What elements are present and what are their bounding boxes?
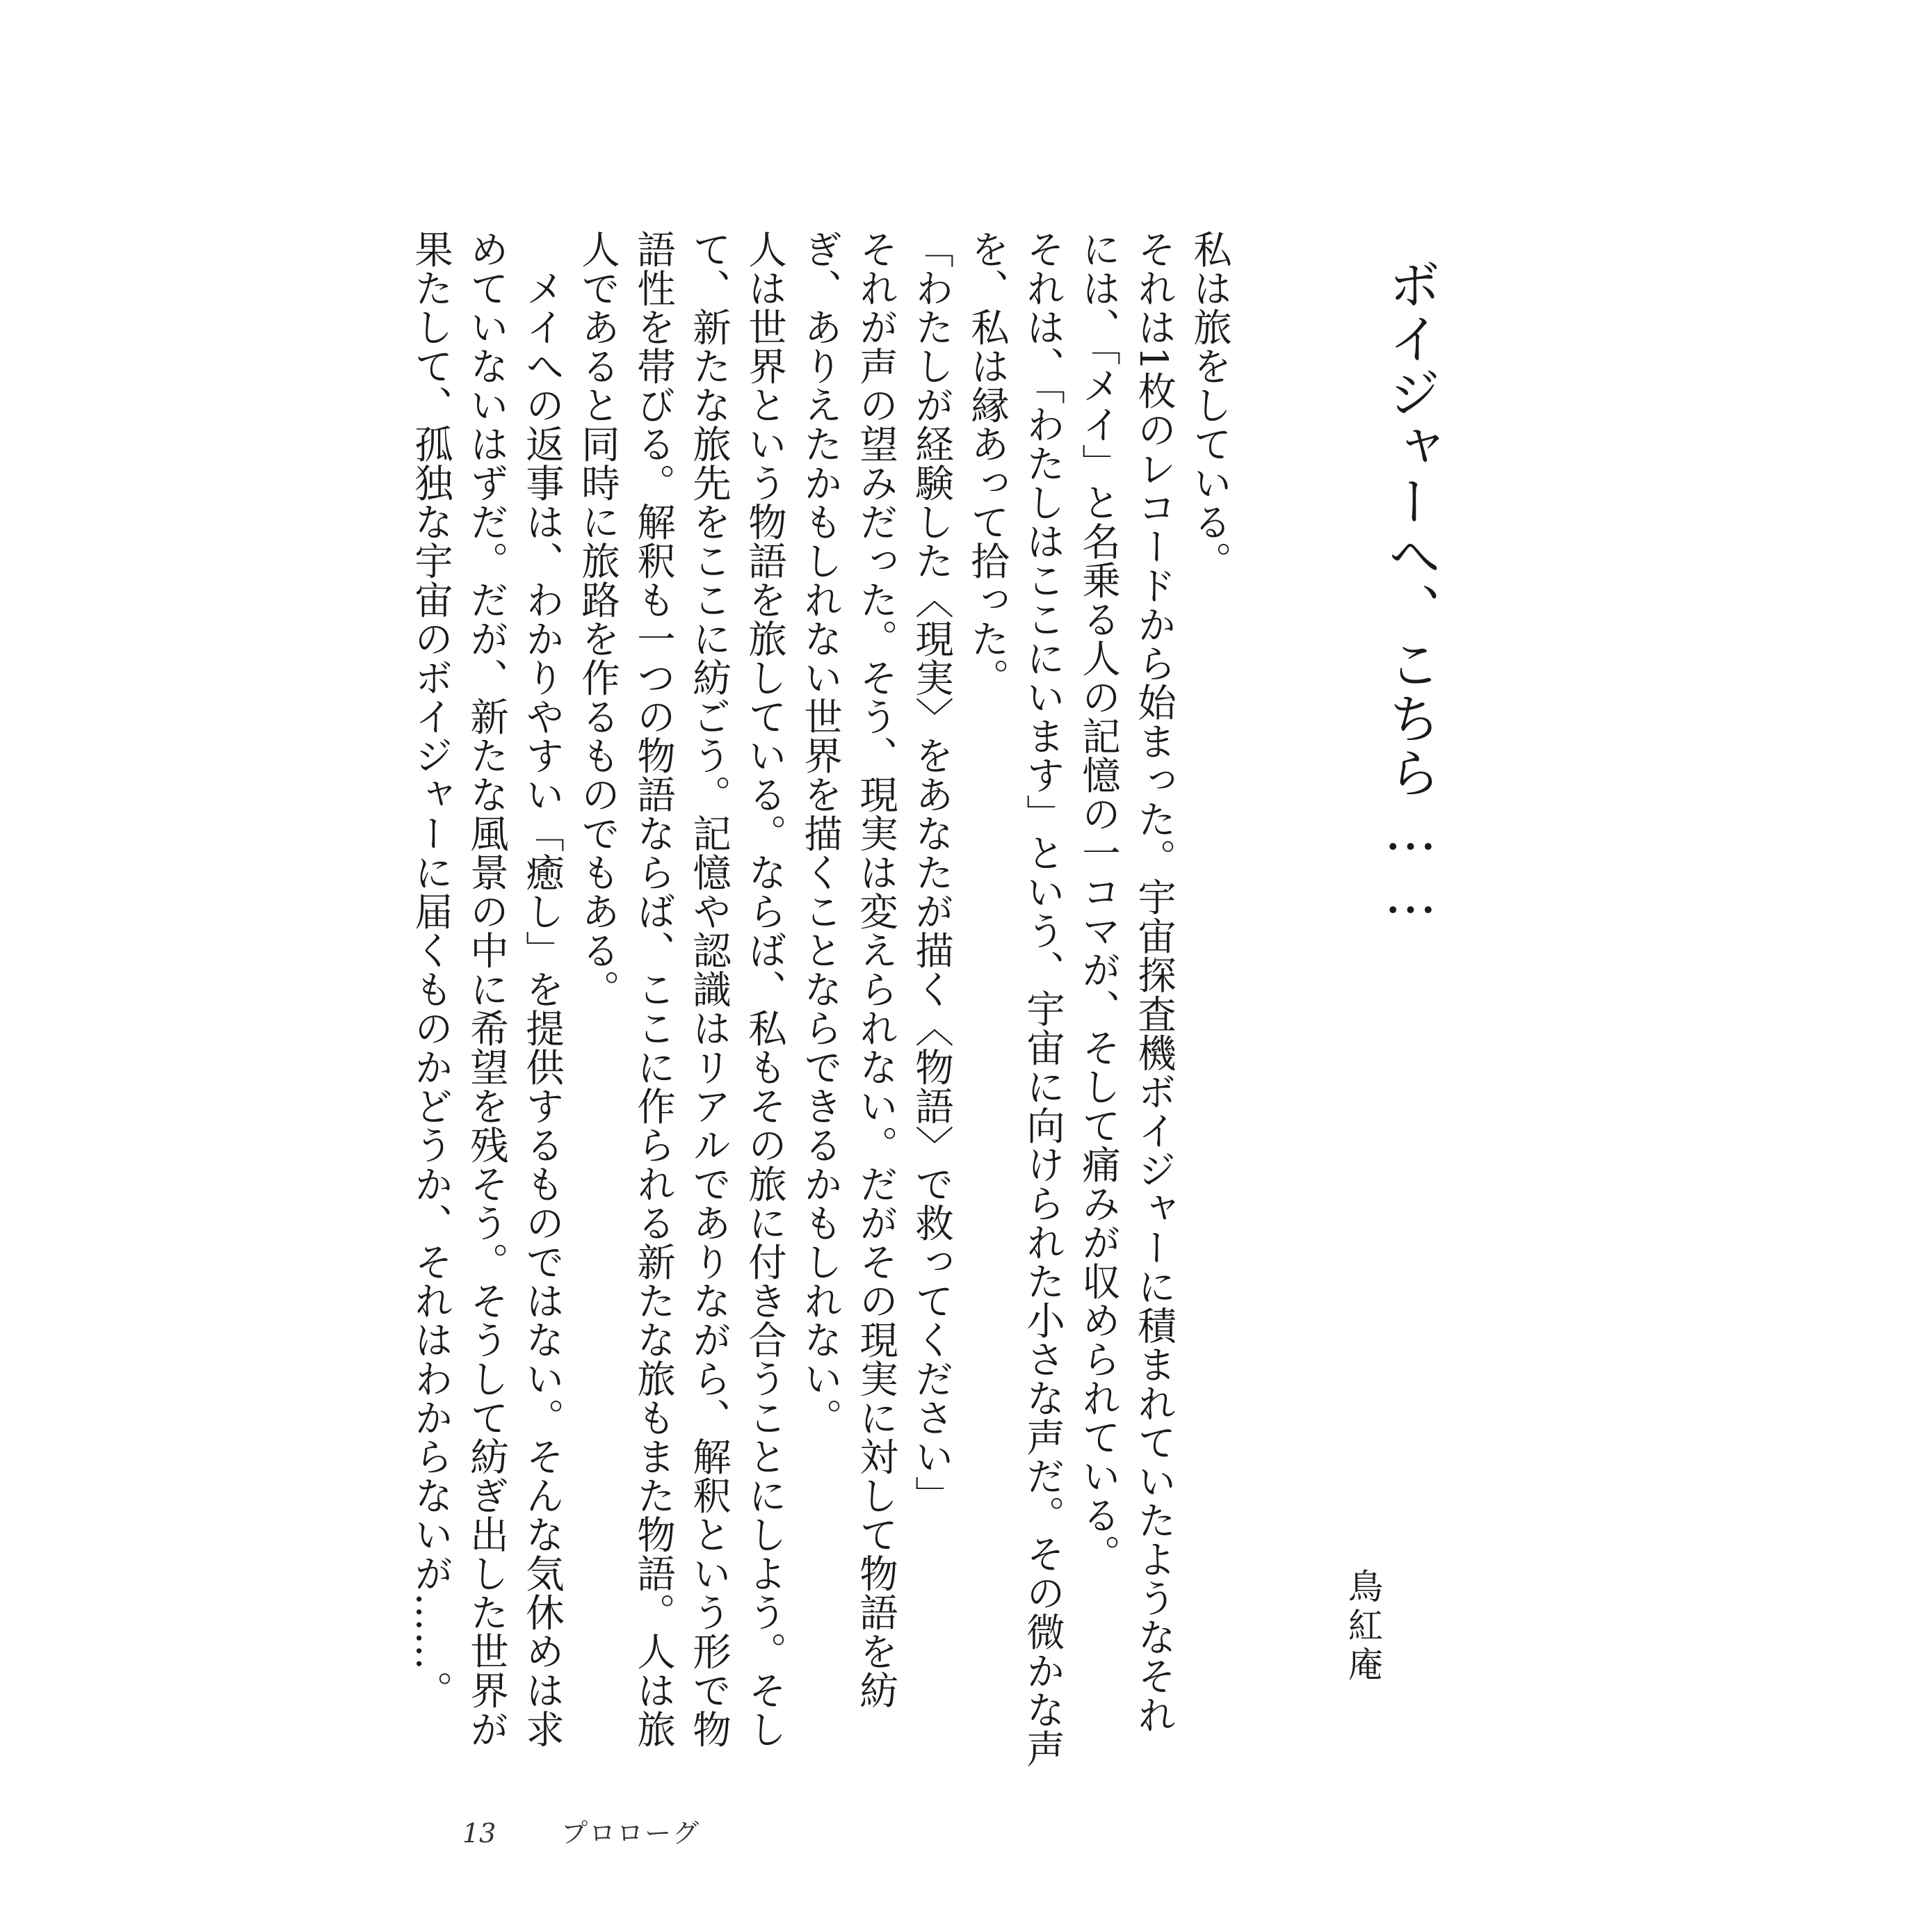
page-footer xyxy=(462,1812,700,1850)
paragraph: それは、「わたしはここにいます」という、宇宙に向けられた小さな声だ。その微かな声を、私は縁あって拾った。 xyxy=(964,230,1065,1769)
paragraph: 私は旅をしている。 xyxy=(1186,230,1231,580)
paragraph: メイへの返事は、わかりやすい「癒し」を提供するものではない。そんな気休めは求めていないはずだ。だが、新たな風景の中に希望を残そう。そうして紡ぎ出した世界が果たして、孤独な宇宙のボイジャーに届くものかどうか、それはわからないが……。 xyxy=(407,230,564,1748)
chapter-title: ボイジャーへ、こちら…… xyxy=(1380,257,1441,926)
paragraph: それは1枚のレコードから始まった。宇宙探査機ボイジャーに積まれていたようなそれには、「メイ」と名乗る人の記憶の一コマが、そして痛みが収められている。 xyxy=(1075,230,1176,1734)
author-name: 鳥紅庵 xyxy=(1343,1568,1383,1685)
paragraph: 人は世界という物語を旅している。ならば、私もその旅に付き合うことにしよう。そして、新たな旅先をここに紡ごう。記憶や認識はリアルでありながら、解釈という形で物語性を帯びる。解釈も一つの物語ならば、ここに作られる新たな旅もまた物語。人は旅人であると同時に旅路を作るものでもある。 xyxy=(574,230,786,1748)
body-text xyxy=(407,230,1236,1770)
paragraph: 「わたしが経験した〈現実〉をあなたが描く〈物語〉で救ってください」 xyxy=(908,230,953,1515)
page-number: 13 xyxy=(462,1818,496,1849)
running-header: プロローグ xyxy=(561,1818,701,1849)
paragraph: それが声の望みだった。そう、現実は変えられない。だがその現実に対して物語を紡ぎ、ありえたかもしれない世界を描くことならできるかもしれない。 xyxy=(797,230,898,1709)
